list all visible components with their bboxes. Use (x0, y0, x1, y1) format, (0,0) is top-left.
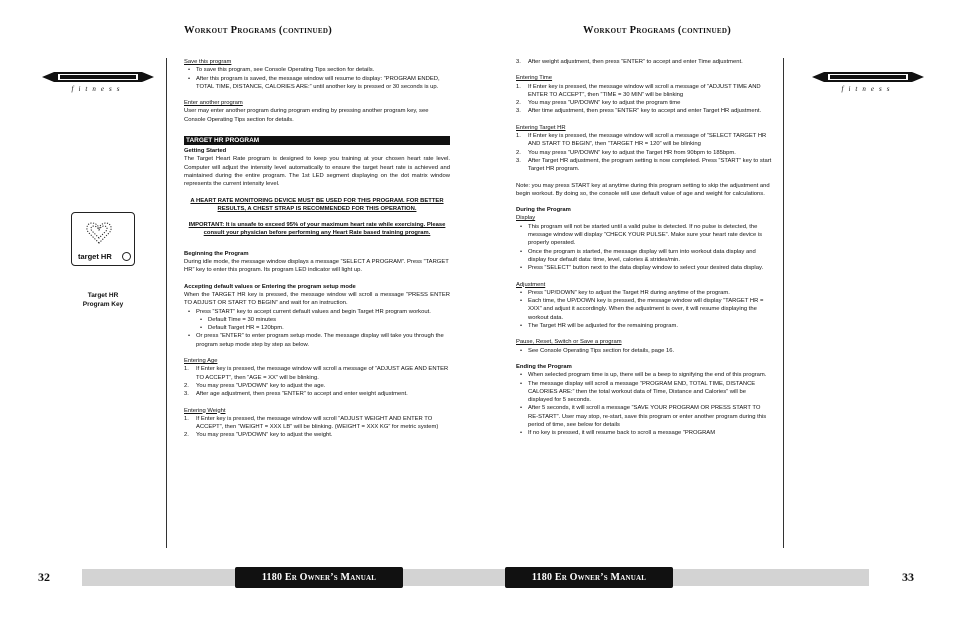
bullet: • The message display will scroll a message “PROGRAM END, TOTAL TIME, DISTANCE CALORIES ARE:” then the total workout data of Time, Distance and Calories” will be displayed for 5 seconds. (516, 380, 772, 405)
logo-subtitle: fitness (841, 85, 895, 93)
key-caption-line-1: Target HR (87, 292, 119, 299)
page-header-right: Workout Programs (continued) (583, 25, 732, 36)
numbered-item: 3. After age adjustment, then press “ENTER” to accept and enter weight adjustment. (184, 391, 408, 398)
key-caption (60, 291, 146, 309)
subheading: Display (516, 215, 536, 222)
subheading: Accepting default values or Entering the program setup mode (184, 283, 356, 290)
key-label: target HR (78, 252, 112, 261)
bullet: • When selected program time is up, there will be a beep to signifying the end of this program. (516, 371, 772, 379)
numbered-item: 2. You may press “UP/DOWN” key to adjust the program time (516, 100, 681, 107)
numbered-item: 3. After Target HR adjustment, the program setting is now completed. Press “START” key to start Target HR program. (516, 157, 772, 173)
paragraph: User may enter another program during program ending by pressing another program key, see Console Operating Tips section for details. (184, 108, 429, 123)
target-hr-key-image (71, 212, 135, 266)
section-title: TARGET HR PROGRAM (184, 136, 450, 145)
numbered-item: 1. If Enter key is pressed, the message window will scroll a message of “ADJUST TIME AND ENTER TO ACCEPT”, then “TIME = 30 MIN” will be blinking (516, 83, 761, 98)
brand-logo-left (42, 66, 154, 102)
bullet: • To save this program, see Console Operating Tips section for details. (184, 66, 450, 74)
page-number-right: 33 (902, 570, 914, 584)
bullet: • Each time, the UP/DOWN key is pressed, the message window will display “TARGET HR = XXX” and adjust it accordingly. When the adjustment is over, it will resume displaying the workout data. (516, 297, 772, 322)
sub-bullet: • Default Time = 30 minutes (184, 316, 450, 324)
subheading: Entering Time (516, 75, 553, 82)
subheading: Enter another program (184, 100, 243, 107)
subheading: Adjustment (516, 281, 546, 288)
warning-text: A HEART RATE MONITORING DEVICE MUST BE USED FOR THIS PROGRAM. FOR BETTER RESULTS, A CHEST STRAP IS RECOMMENDED FOR THIS OPERATION. (190, 197, 444, 212)
bullet: • Once the program is started, the message display will turn into workout data display and display four default data: time, level, calories & strides/min. (516, 248, 772, 265)
right-page-body (516, 58, 772, 438)
logo-band-graphic (812, 70, 924, 84)
subheading: During the Program (516, 207, 571, 214)
numbered-item: 1. If Enter key is pressed, the message window will scroll a message of “ADJUST AGE AND ENTER TO ACCEPT”, then “AGE = XX” will be blinking. (184, 366, 449, 381)
subheading: Pause, Reset, Switch or Save a program (516, 339, 622, 346)
sub-bullet: • Default Target HR = 120bpm. (184, 324, 450, 332)
paragraph: During idle mode, the message window displays a message “SELECT A PROGRAM”. Press “TARGET HR” key to enter this program. Its program LED indicator will light up. (184, 259, 449, 274)
bullet: • After 5 seconds, it will scroll a message “SAVE YOUR PROGRAM OR PRESS START TO RE-START”. User may stop, re-start, save this program or enter another program during this period of time, see below for details (516, 404, 772, 429)
bullet: • Press “UP/DOWN” key to adjust the Target HR during anytime of the program. (516, 289, 772, 297)
paragraph: When the TARGET HR key is pressed, the message window will scroll a message “PRESS ENTER TO ADJUST OR START TO BEGIN” and wait for an instruction. (184, 291, 450, 307)
page-header-left: Workout Programs (continued) (184, 25, 333, 36)
numbered-item: 2. You may press “UP/DOWN” key to adjust the age. (184, 382, 326, 389)
bullet: • Press “START” key to accept current default values and begin Target HR program workout. (184, 308, 450, 316)
numbered-item: 1. If Enter key is pressed, the message window will scroll a message of “SELECT TARGET HR AND START TO BEGIN”, then “TARGET HR = 120” will be blinking (516, 133, 767, 148)
column-divider-right (783, 58, 784, 548)
bullet: • If no key is pressed, it will resume back to scroll a message “PROGRAM (516, 429, 772, 437)
bullet: • Or press “ENTER” to enter program setup mode. The message display will take you through the program setup mode step by step as below. (184, 332, 450, 349)
numbered-item: 2. You may press “UP/DOWN” key to adjust the Target HR from 90bpm to 185bpm. (516, 149, 736, 156)
bullet: • After this program is saved, the message window will resume to display: “PROGRAM ENDED, TOTAL TIME, DISTANCE, CALORIES ARE:” until another key is pressed or 30 seconds is up. (184, 75, 450, 92)
subheading: Getting Started (184, 148, 227, 155)
important-text: IMPORTANT: It is unsafe to exceed 95% of your maximum heart rate while exercising. Please consult your physician before performing any Heart Rate based training program. (188, 222, 446, 237)
bullet: • This program will not be started until a valid pulse is detected. If no pulse is detected, the message window will display “CHECK YOUR PULSE”. Make sure your heart rate device is properly operated. (516, 223, 772, 248)
column-divider-left (166, 58, 167, 548)
bullet: • See Console Operating Tips section for details, page 16. (516, 347, 772, 355)
subheading: Entering Age (184, 358, 218, 365)
subheading: Beginning the Program (184, 250, 249, 257)
numbered-item: 3. After time adjustment, then press “ENTER” key to accept and enter Target HR adjustment. (516, 108, 762, 115)
subheading: Entering Target HR (516, 124, 566, 131)
subheading: Save this program (184, 59, 232, 65)
footer-title-right: 1180 Er Owner’s Manual (505, 567, 673, 588)
key-caption-line-2: Program Key (82, 301, 124, 308)
page-number-left: 32 (38, 570, 50, 584)
subheading: Ending the Program (516, 363, 572, 370)
logo-subtitle: fitness (71, 85, 125, 93)
subheading: Entering Weight (184, 407, 226, 414)
numbered-item: 2. You may press “UP/DOWN” key to adjust the weight. (184, 432, 333, 439)
brand-logo-right (812, 66, 924, 102)
logo-band-graphic (42, 70, 154, 84)
heart-icon (86, 221, 112, 245)
key-led-icon (122, 252, 131, 261)
paragraph: The Target Heart Rate program is designed to keep you training at your chosen heart rate level. Computer will adjust the intensity level automatically to ensure the target heart rate is achieved and maintained during the entire program. The 1st LED segment displaying on the dot matrix window represents the current intensity level. (184, 156, 450, 188)
note-paragraph: Note: you may press START key at anytime during this program setting to skip the adjustment and begin workout. By doing so, the console will use default value of age and weight for calculations. (516, 182, 770, 197)
footer-band (82, 569, 869, 586)
footer-title-left: 1180 Er Owner’s Manual (235, 567, 403, 588)
bullet: • The Target HR will be adjusted for the remaining program. (516, 322, 772, 330)
bullet: • Press “SELECT” button next to the data display window to select your desired data display. (516, 264, 772, 272)
left-page-body (184, 58, 450, 440)
numbered-item: 1. If Enter key is pressed, the message window will scroll “ADJUST WEIGHT AND ENTER TO ACCEPT”, then “WEIGHT = XXX LB” will be blinking. (WEIGHT = XXX KG” for metric system) (184, 415, 439, 431)
numbered-item: 3. After weight adjustment, then press “ENTER” to accept and enter Time adjustment. (516, 59, 743, 65)
